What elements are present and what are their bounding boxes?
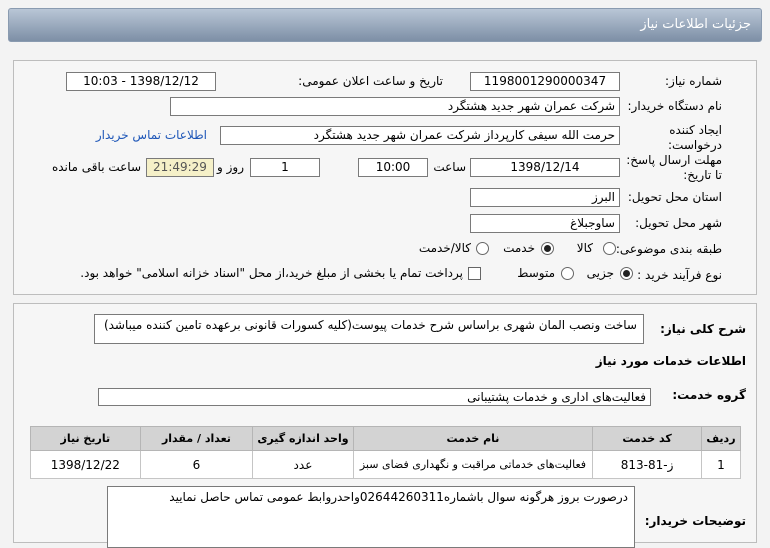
process-option-minor: جزیی (586, 266, 614, 280)
deadline-date-field: 1398/12/14 (470, 158, 620, 177)
need-info-panel (13, 60, 757, 295)
cell-need-date: 1398/12/22 (31, 451, 141, 479)
treasury-payment-note: پرداخت تمام یا بخشی از مبلغ خرید،از محل "اسناد خزانه اسلامی" خواهد بود. (80, 266, 463, 280)
category-option-goods: کالا (576, 241, 593, 255)
process-option-medium: متوسط (517, 266, 555, 280)
buyer-notes-label: توضیحات خریدار: (644, 514, 746, 528)
announce-datetime-label: تاریخ و ساعت اعلان عمومی: (298, 74, 443, 88)
col-unit: واحد اندازه گیری (253, 427, 353, 451)
page-title: جزئیات اطلاعات نیاز (640, 17, 751, 32)
deadline-label-2: تا تاریخ: (683, 168, 722, 182)
cell-service-name: فعالیت‌های خدماتی مراقبت و نگهداری فضای سبز (353, 451, 593, 479)
deadline-time-label: ساعت (433, 160, 466, 174)
city-label: شهر محل تحویل: (635, 216, 722, 230)
cell-unit: عدد (253, 451, 353, 479)
service-group-field: فعالیت‌های اداری و خدمات پشتیبانی (98, 388, 651, 406)
buyer-notes-field: درصورت بروز هرگونه سوال باشماره02644260311واحدروابط عمومی تماس حاصل نمایید (107, 486, 635, 548)
page-header (8, 8, 762, 42)
process-radio-minor[interactable] (620, 267, 633, 280)
cell-quantity: 6 (140, 451, 253, 479)
creator-field: حرمت الله سیفی کارپرداز شرکت عمران شهر جدید هشتگرد (220, 126, 620, 145)
announce-datetime-field: 1398/12/12 - 10:03 (66, 72, 216, 91)
buyer-org-label: نام دستگاه خریدار: (627, 99, 722, 113)
category-option-goods-service: کالا/خدمت (418, 241, 471, 255)
service-group-label: گروه خدمت: (672, 388, 746, 402)
city-field: ساوجبلاغ (470, 214, 620, 233)
category-option-service: خدمت (503, 241, 535, 255)
table-header-row (31, 427, 741, 451)
cell-service-code: ز-81-813 (593, 451, 702, 479)
col-need-date: تاریخ نیاز (31, 427, 141, 451)
treasury-payment-checkbox[interactable] (468, 267, 481, 280)
process-radio-medium[interactable] (561, 267, 574, 280)
col-service-name: نام خدمت (353, 427, 593, 451)
remaining-time-label: ساعت باقی مانده (51, 160, 141, 174)
province-label: استان محل تحویل: (627, 190, 722, 204)
creator-label-2: درخواست: (668, 138, 722, 152)
deadline-label-1: مهلت ارسال پاسخ: (626, 153, 722, 167)
table-row (31, 451, 741, 479)
col-quantity: تعداد / مقدار (140, 427, 253, 451)
col-row: ردیف (701, 427, 740, 451)
days-field: 1 (250, 158, 320, 177)
services-table (30, 426, 741, 479)
category-radio-goods-service[interactable] (476, 242, 489, 255)
remaining-time-field: 21:49:29 (146, 158, 214, 177)
description-field: ساخت ونصب المان شهری براساس شرح خدمات پیوست(کلیه کسورات قانونی برعهده تامین کننده میباشد) (94, 314, 644, 344)
buyer-org-field: شرکت عمران شهر جدید هشتگرد (170, 97, 620, 116)
deadline-time-field: 10:00 (358, 158, 428, 177)
cell-row: 1 (701, 451, 740, 479)
services-info-heading: اطلاعات خدمات مورد نیاز (595, 354, 746, 368)
need-number-field: 1198001290000347 (470, 72, 620, 91)
need-number-label: شماره نیاز: (665, 74, 722, 88)
category-radio-service[interactable] (541, 242, 554, 255)
creator-label-1: ایجاد کننده (669, 123, 722, 137)
category-label: طبقه بندی موضوعی: (615, 242, 722, 256)
col-service-code: کد خدمت (593, 427, 702, 451)
days-label: روز و (217, 160, 244, 174)
category-radio-goods[interactable] (603, 242, 616, 255)
process-label: نوع فرآیند خرید : (637, 268, 722, 282)
buyer-contact-link[interactable]: اطلاعات تماس خریدار (95, 128, 207, 142)
description-label: شرح کلی نیاز: (660, 322, 746, 336)
province-field: البرز (470, 188, 620, 207)
